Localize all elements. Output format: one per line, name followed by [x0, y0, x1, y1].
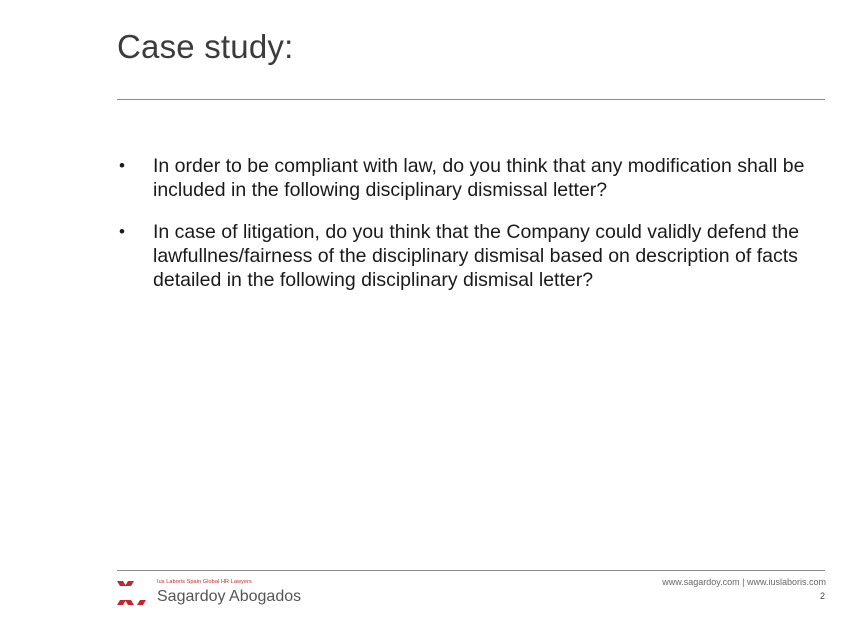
logo-name: Sagardoy Abogados [157, 588, 302, 605]
bullet-item [117, 154, 817, 202]
footer-divider [117, 570, 825, 571]
bullet-text: In order to be compliant with law, do you think that any modification shall be included in the following disciplinary dismissal letter? [153, 155, 805, 201]
bullet-text: In case of litigation, do you think that the Company could validly defend the lawfullnes/fairness of the disciplinary dismisal based on description of facts detailed in the following disciplinary dismisal letter? [153, 221, 800, 291]
title-divider [117, 99, 825, 100]
bullet-item [117, 220, 817, 292]
page-number: 2 [819, 591, 825, 601]
company-logo [117, 578, 317, 608]
logo-mark-icon [117, 581, 153, 605]
bullet-dot-icon: • [119, 222, 125, 241]
logo-tagline: Ius Laboris Spain Global HR Lawyers [157, 579, 252, 585]
footer-links: www.sagardoy.com | www.iuslaboris.com [662, 577, 826, 587]
bullet-dot-icon: • [119, 156, 125, 175]
bullet-list [117, 154, 817, 310]
slide-title: Case study: [117, 28, 294, 65]
